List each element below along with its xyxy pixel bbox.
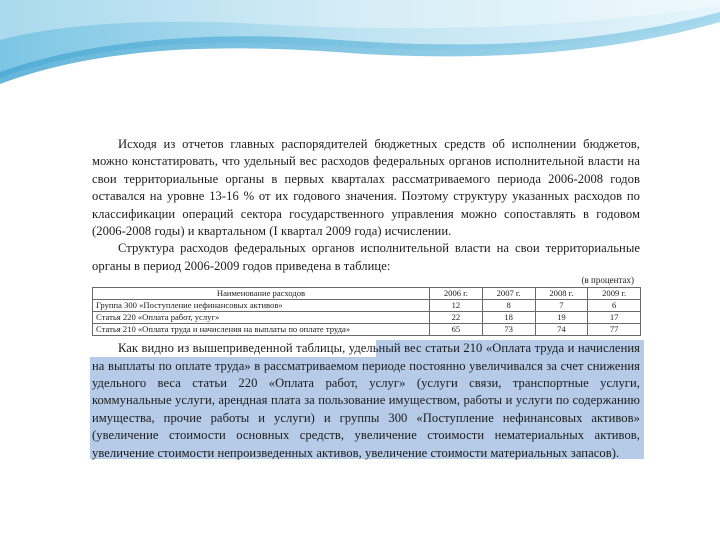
cell-value: 22	[430, 312, 483, 324]
header-swoosh-decoration	[0, 0, 720, 120]
highlighted-conclusion[interactable]	[92, 340, 640, 462]
header-2006: 2006 г.	[430, 288, 483, 300]
cell-value: 77	[588, 324, 641, 336]
cell-value: 65	[430, 324, 483, 336]
header-2009: 2009 г.	[588, 288, 641, 300]
row-label: Статья 220 «Оплата работ, услуг»	[93, 312, 430, 324]
cell-value: 18	[482, 312, 535, 324]
cell-value: 74	[535, 324, 588, 336]
cell-value: 73	[482, 324, 535, 336]
table-header-row	[93, 288, 641, 300]
cell-value: 8	[482, 300, 535, 312]
paragraph-table-intro: Структура расходов федеральных органов исполнительной власти на свои территориальные органы в период 2006-2009 годов приведена в таблице:	[92, 241, 640, 273]
cell-value: 6	[588, 300, 641, 312]
header-name: Наименование расходов	[93, 288, 430, 300]
table-row	[93, 324, 641, 336]
paragraph-intro: Исходя из отчетов главных распорядителей бюджетных средств об исполнении бюджетов, можно констатировать, что удельный вес расходов федеральных органов исполнительной власти на свои территориальные органы в первых кварталах рассматриваемого периода 2006-2008 годов оставался на уровне 13-16 % от их годового значения. Поэтому структуру указанных расходов по классификации операций сектора государственного управления можно сопоставлять в годовом (2006-2008 годы) и квартальном (I квартал 2009 года) исчислении.	[92, 137, 640, 239]
header-2008: 2008 г.	[535, 288, 588, 300]
cell-value: 12	[430, 300, 483, 312]
row-label: Группа 300 «Поступление нефинансовых активов»	[93, 300, 430, 312]
document-scan	[92, 136, 640, 462]
header-2007: 2007 г.	[482, 288, 535, 300]
table-row	[93, 300, 641, 312]
paragraph-conclusion: Как видно из вышеприведенной таблицы, удельный вес статьи 210 «Оплата труда и начисления на выплаты по оплате труда» в рассматриваемом периоде постоянно увеличивался за счет снижения удельного веса статьи 220 «Оплата работ, услуг» (услуги связи, транспортные услуги, коммунальные услуги, арендная плата за пользование имуществом, работы и услуги по содержанию имущества, прочие работы и услуги) и группы 300 «Поступление нефинансовых активов» (увеличение стоимости основных средств, увеличение стоимости нематериальных активов, увеличение стоимости непроизведенных активов, увеличение стоимости материальных запасов).	[92, 341, 640, 460]
table-row	[93, 312, 641, 324]
cell-value: 17	[588, 312, 641, 324]
expenses-table	[92, 287, 641, 336]
table-unit-note: (в процентах)	[581, 275, 634, 286]
row-label: Статья 210 «Оплата труда и начисления на выплаты по оплате труда»	[93, 324, 430, 336]
cell-value: 19	[535, 312, 588, 324]
cell-value: 7	[535, 300, 588, 312]
